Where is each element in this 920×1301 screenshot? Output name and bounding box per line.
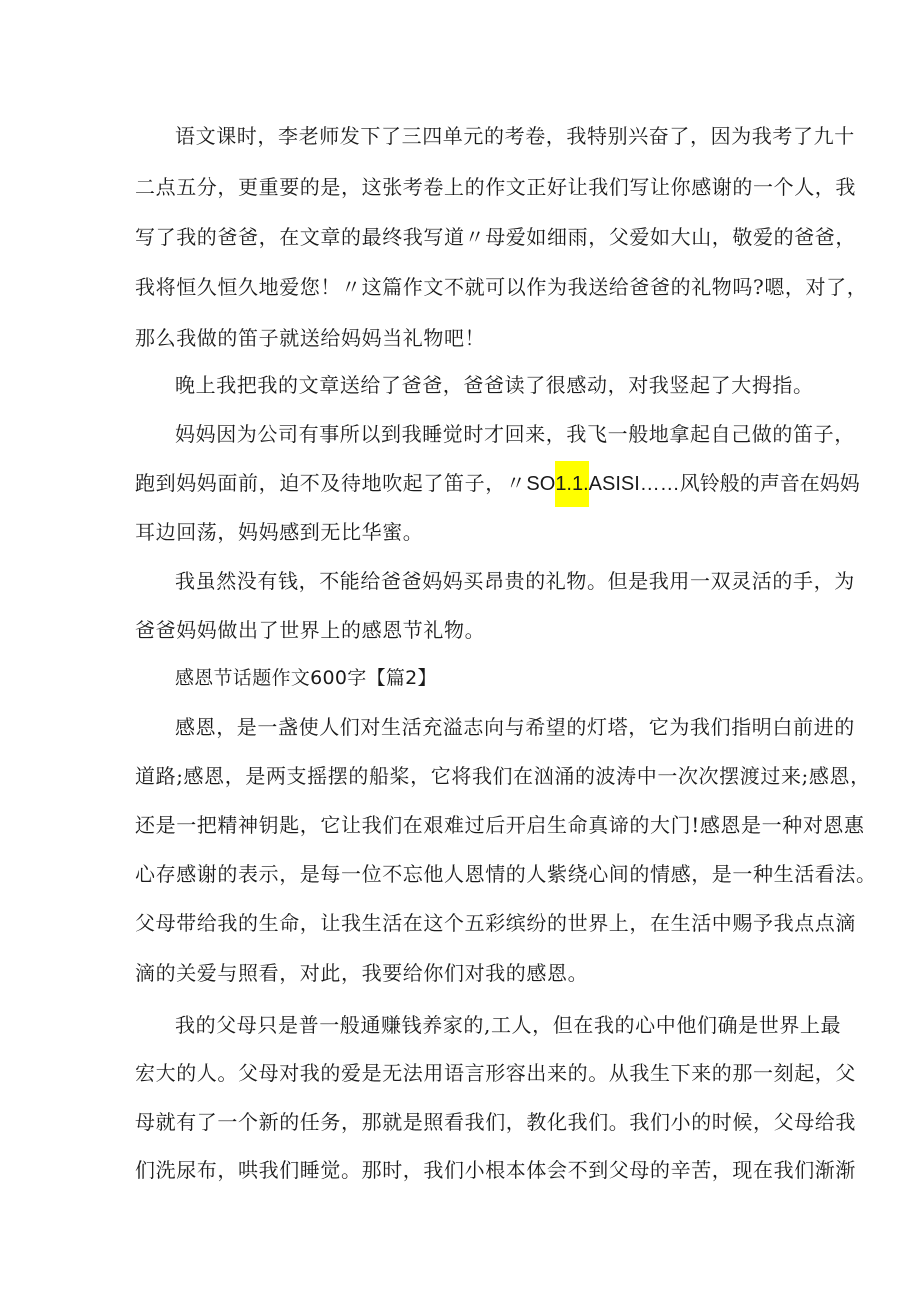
text-line: 道路;感恩，是两支摇摆的船桨，它将我们在汹涌的波涛中一次次摆渡过来;感恩，	[135, 764, 871, 788]
text-line: 写了我的爸爸，在文章的最终我写道〃母爱如细雨，父爱如大山，敬爱的爸爸，	[135, 225, 856, 249]
text-line: 心存感谢的表示，是每一位不忘他人恩情的人紫绕心间的情感，是一种生活看法。	[135, 862, 877, 886]
text-line: 那么我做的笛子就送给妈妈当礼物吧！	[135, 326, 486, 350]
text-line: 感恩，是一盏使人们对生活充溢志向与希望的灯塔，它为我们指明白前进的	[175, 715, 855, 739]
text-line: 语文课时，李老师发下了三四单元的考卷，我特别兴奋了，因为我考了九十	[175, 124, 855, 148]
text-line: 母就有了一个新的任务，那就是照看我们，教化我们。我们小的时候，父母给我	[135, 1110, 856, 1134]
text-segment: ASISI……风铃般的声音在妈妈	[588, 473, 860, 495]
text-line: 爸爸妈妈做出了世界上的感恩节礼物。	[135, 618, 486, 642]
text-line: 晚上我把我的文章送给了爸爸，爸爸读了很感动，对我竖起了大拇指。	[175, 373, 814, 397]
text-line: 还是一把精神钥匙，它让我们在艰难过后开启生命真谛的大门!感恩是一种对恩惠	[135, 813, 865, 837]
highlighted-text: 1.1.	[555, 461, 588, 507]
text-line: 耳边回荡，妈妈感到无比华蜜。	[135, 520, 424, 544]
text-line: 滴的关爱与照看，对此，我要给你们对我的感恩。	[135, 961, 589, 985]
text-line: 们洗尿布，哄我们睡觉。那时，我们小根本体会不到父母的辛苦，现在我们渐渐	[135, 1158, 856, 1182]
text-line: 我虽然没有钱，不能给爸爸妈妈买昂贵的礼物。但是我用一双灵活的手，为	[175, 569, 855, 593]
section-heading: 感恩节话题作文600字【篇2】	[175, 667, 437, 689]
text-line	[135, 470, 860, 496]
text-segment: SO	[526, 473, 556, 495]
text-line: 我将恒久恒久地爱您！〃这篇作文不就可以作为我送给爸爸的礼物吗?嗯，对了，	[135, 275, 868, 299]
text-line: 父母带给我的生命，让我生活在这个五彩缤纷的世界上，在生活中赐予我点点滴	[135, 911, 856, 935]
text-segment: 跑到妈妈面前，迫不及待地吹起了笛子，〃	[135, 471, 527, 495]
text-line: 宏大的人。父母对我的爱是无法用语言形容出来的。从我生下来的那一刻起，父	[135, 1061, 856, 1085]
text-line: 妈妈因为公司有事所以到我睡觉时才回来，我飞一般地拿起自己做的笛子，	[175, 422, 855, 446]
text-line: 二点五分，更重要的是，这张考卷上的作文正好让我们写让你感谢的一个人，我	[135, 175, 856, 199]
text-line: 我的父母只是普一般通赚钱养家的,工人，但在我的心中他们确是世界上最	[175, 1013, 842, 1037]
